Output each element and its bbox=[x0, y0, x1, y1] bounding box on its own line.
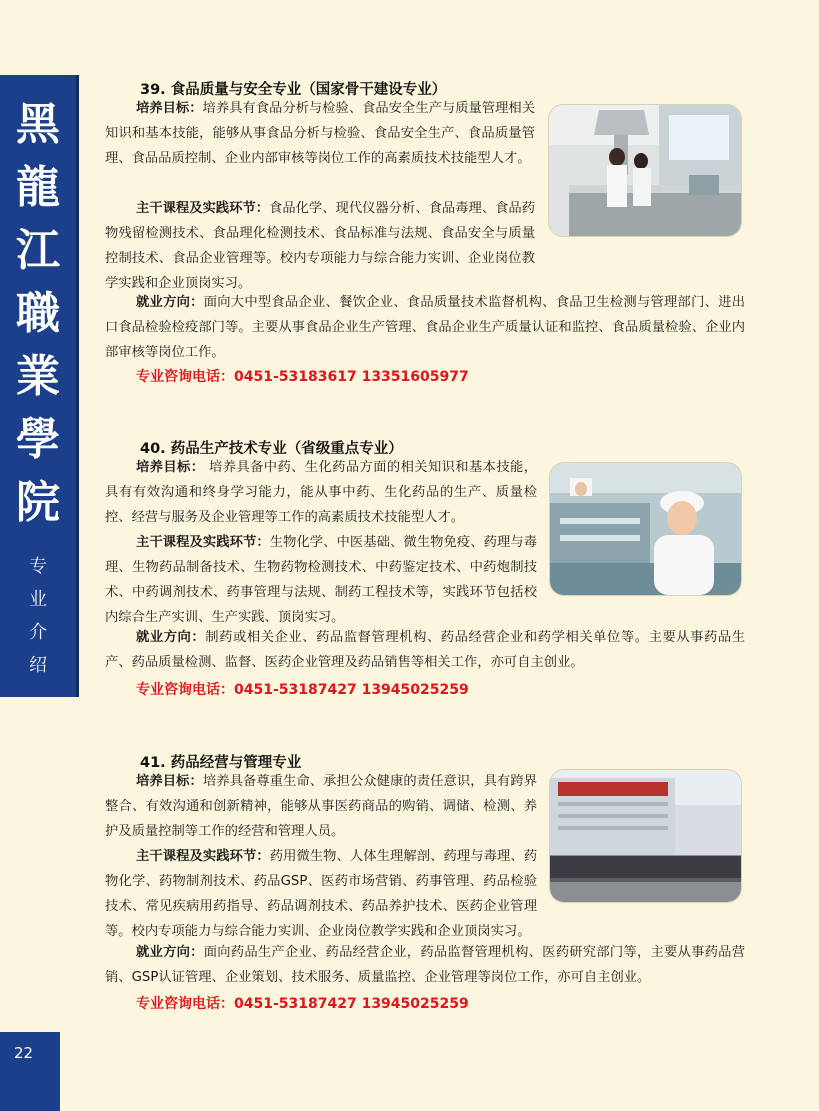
courses-text: 生物化学、中医基础、微生物免疫、药理与毒理、生物药品制备技术、生物药物检测技术、中药鉴定技术、中药炮制技术、中药调剂技术、药事管理与法规、制药工程技术等，实践环节包括校内综合生产实训、生产实践、顶岗实习。 bbox=[105, 535, 538, 625]
major-title: 40. 药品生产技术专业（省级重点专业） bbox=[140, 441, 403, 457]
career-text: 面向药品生产企业、药品经营企业，药品监督管理机构、医药研究部门等，主要从事药品营销、GSP认证管理、企业策划、技术服务、质量监控、企业管理等岗位工作，亦可自主创业。 bbox=[105, 945, 746, 985]
school-char: 江 bbox=[16, 225, 60, 276]
section-char: 绍 bbox=[29, 655, 47, 676]
courses-label: 主干课程及实践环节： bbox=[136, 849, 270, 864]
school-char: 學 bbox=[16, 414, 60, 465]
career-label: 就业方向： bbox=[136, 630, 206, 645]
school-char: 業 bbox=[16, 351, 60, 402]
school-char: 黑 bbox=[16, 99, 60, 150]
major-title: 39. 食品质量与安全专业（国家骨干建设专业） bbox=[140, 82, 447, 98]
sidebar-banner bbox=[0, 75, 79, 697]
consult-phone: 专业咨询电话：0451-53183617 13351605977 bbox=[136, 369, 469, 385]
page-number: 22 bbox=[0, 1032, 60, 1111]
school-char: 龍 bbox=[16, 162, 60, 213]
courses-text: 药用微生物、人体生理解剖、药理与毒理、药物化学、药物制剂技术、药品GSP、医药市场营销、药事管理、药品检验技术、常见疾病用药指导、药品调剂技术、药品养护技术、医药企业管理等。校内专项能力与综合能力实训、企业岗位教学实践和企业顶岗实习。 bbox=[105, 849, 538, 939]
career-label: 就业方向： bbox=[136, 295, 204, 310]
training-goal-paragraph bbox=[105, 96, 535, 171]
consult-phone: 专业咨询电话：0451-53187427 13945025259 bbox=[136, 682, 469, 698]
courses-label: 主干课程及实践环节： bbox=[136, 201, 270, 216]
courses-paragraph bbox=[105, 844, 537, 944]
career-paragraph bbox=[105, 940, 745, 990]
goal-label: 培养目标： bbox=[136, 460, 205, 475]
school-char: 職 bbox=[16, 288, 60, 339]
school-name-vertical bbox=[8, 93, 68, 534]
major-title: 41. 药品经营与管理专业 bbox=[140, 755, 302, 771]
career-paragraph bbox=[105, 625, 745, 675]
career-text: 面向大中型食品企业、餐饮企业、食品质量技术监督机构、食品卫生检测与管理部门、进出口食品检验检疫部门等。主要从事食品企业生产管理、食品企业生产质量认证和监控、食品质量检验、企业内部审核等岗位工作。 bbox=[105, 295, 746, 360]
goal-label: 培养目标： bbox=[136, 774, 203, 789]
goal-text: 培养具有食品分析与检验、食品安全生产与质量管理相关知识和基本技能，能够从事食品分析与检验、食品安全生产、食品质量管理、食品品质控制、企业内部审核等岗位工作的高素质技术技能型人才。 bbox=[105, 101, 536, 166]
section-char: 介 bbox=[29, 622, 47, 643]
training-goal-paragraph bbox=[105, 455, 537, 530]
career-text: 制药或相关企业、药品监督管理机构、药品经营企业和药学相关单位等。主要从事药品生产、药品质量检测、监督、医药企业管理及药品销售等相关工作，亦可自主创业。 bbox=[105, 630, 746, 670]
career-paragraph bbox=[105, 290, 745, 365]
training-goal-paragraph bbox=[105, 769, 537, 844]
courses-text: 食品化学、现代仪器分析、食品毒理、食品药物残留检测技术、食品理化检测技术、食品标准与法规、食品安全与质量控制技术、食品企业管理等。校内专项能力与综合能力实训、企业岗位教学实践和企业顶岗实习。 bbox=[105, 201, 536, 291]
goal-text: 培养具备尊重生命、承担公众健康的责任意识，具有跨界整合、有效沟通和创新精神，能够从事医药商品的购销、调储、检测、养护及质量控制等工作的经营和管理人员。 bbox=[105, 774, 538, 839]
section-label-vertical bbox=[20, 550, 56, 682]
career-label: 就业方向： bbox=[136, 945, 204, 960]
courses-paragraph bbox=[105, 530, 537, 630]
food-lab-photo bbox=[549, 105, 741, 236]
section-char: 专 bbox=[29, 556, 47, 577]
section-char: 业 bbox=[29, 589, 47, 610]
pharma-production-photo bbox=[550, 463, 741, 595]
consult-phone: 专业咨询电话：0451-53187427 13945025259 bbox=[136, 996, 469, 1012]
courses-label: 主干课程及实践环节： bbox=[136, 535, 270, 550]
goal-text: 培养具备中药、生化药品方面的相关知识和基本技能，具有有效沟通和终身学习能力，能从事中药、生化药品的生产、质量检控、经营与服务及企业管理等工作的高素质技术技能型人才。 bbox=[105, 460, 538, 525]
courses-paragraph bbox=[105, 196, 535, 296]
group-photo bbox=[550, 770, 741, 902]
school-char: 院 bbox=[16, 477, 60, 528]
goal-label: 培养目标： bbox=[136, 101, 203, 116]
